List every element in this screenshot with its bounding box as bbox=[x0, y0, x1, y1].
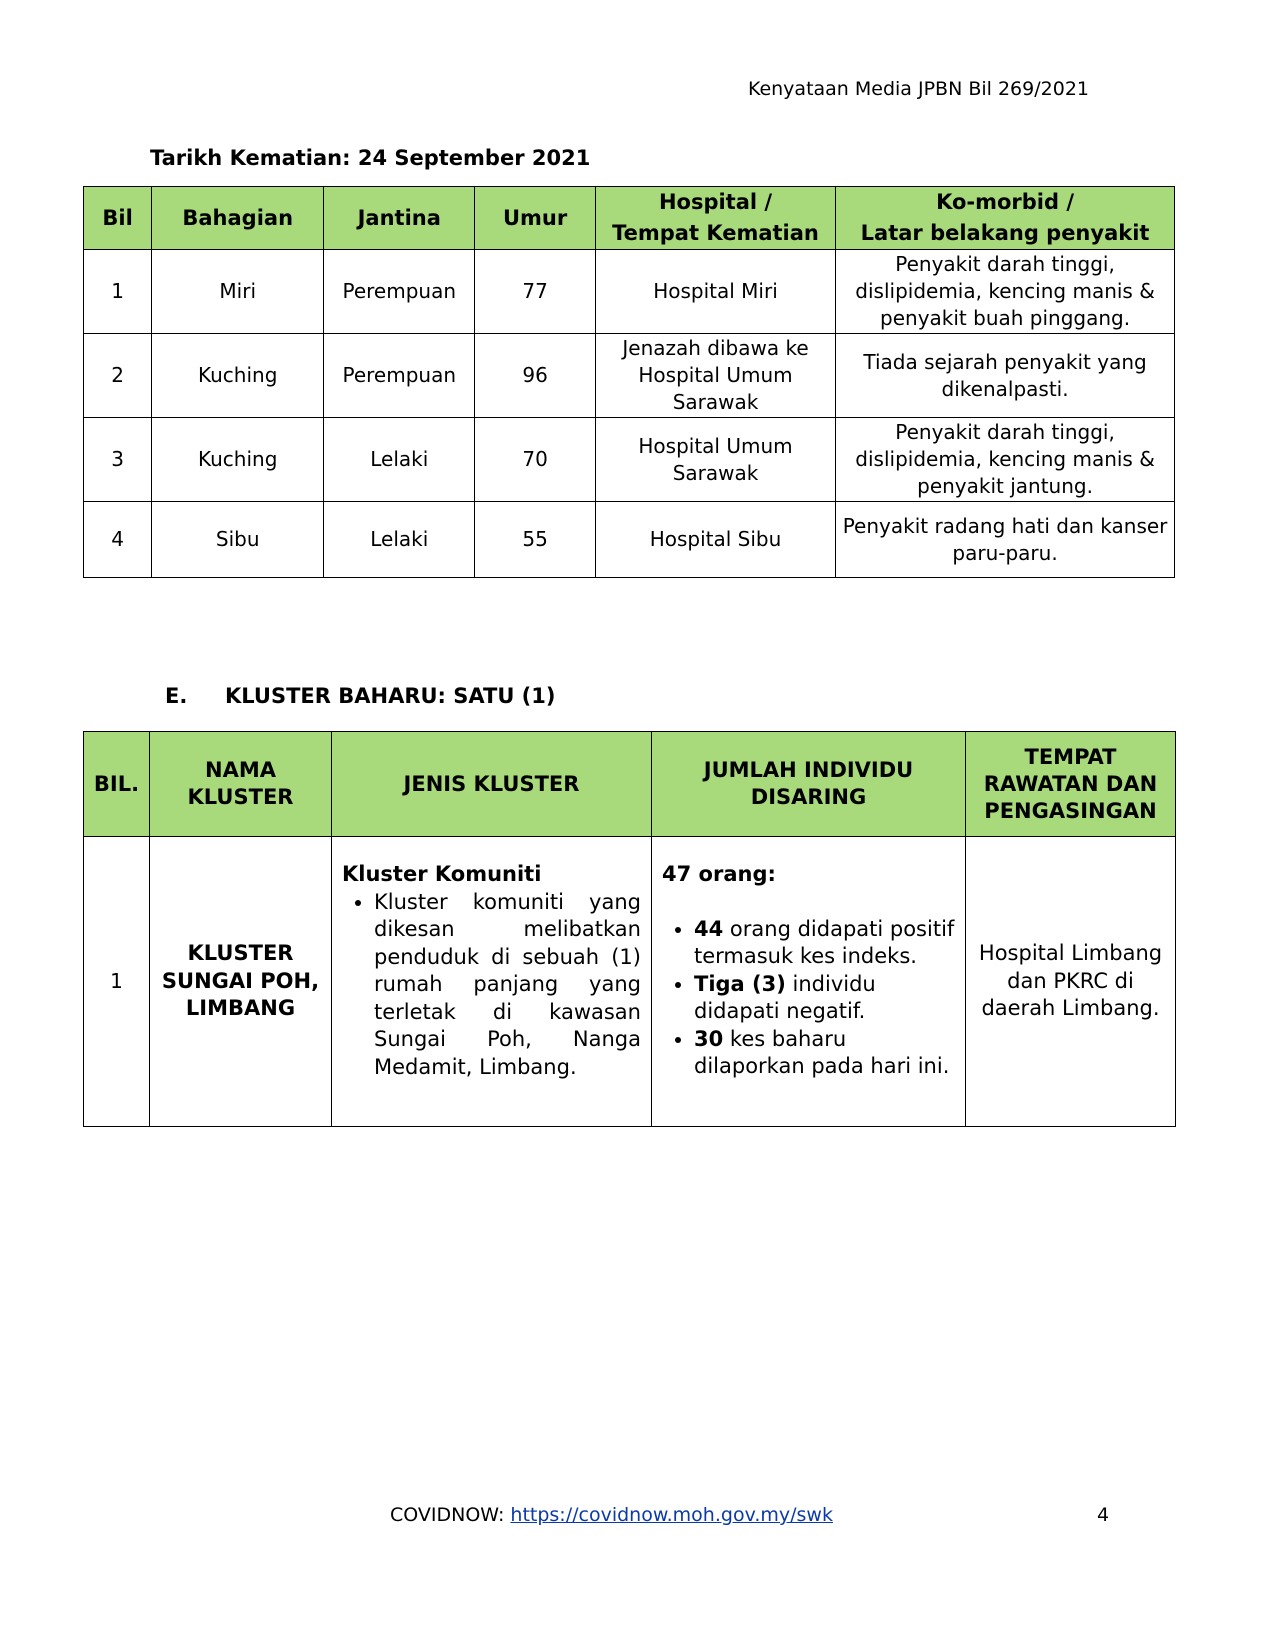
cell-bil: 1 bbox=[84, 837, 150, 1127]
cell-bil: 1 bbox=[84, 250, 152, 334]
cell-hospital: Hospital Sibu bbox=[595, 502, 835, 578]
deaths-date-title: Tarikh Kematian: 24 September 2021 bbox=[150, 146, 591, 170]
bullet-bold: Tiga (3) bbox=[694, 971, 786, 996]
col-hospital bbox=[595, 187, 835, 250]
covidnow-link[interactable]: https://covidnow.moh.gov.my/swk bbox=[510, 1504, 833, 1526]
cell-bil: 2 bbox=[84, 334, 152, 418]
document-reference: Kenyataan Media JPBN Bil 269/2021 bbox=[747, 78, 1089, 100]
cell-komorbid: Penyakit radang hati dan kanser paru-paru. bbox=[836, 502, 1175, 578]
col-komorbid bbox=[836, 187, 1175, 250]
cell-komorbid: Tiada sejarah penyakit yang dikenalpasti. bbox=[836, 334, 1175, 418]
col-bahagian: Bahagian bbox=[152, 187, 324, 250]
covidnow-line bbox=[390, 1504, 833, 1526]
table-row bbox=[84, 837, 1176, 1127]
cell-bahagian: Kuching bbox=[152, 418, 324, 502]
col-umur: Umur bbox=[475, 187, 596, 250]
cell-bil: 4 bbox=[84, 502, 152, 578]
deaths-header-row bbox=[84, 187, 1175, 250]
jumlah-title: 47 orang: bbox=[662, 862, 776, 886]
cell-umur: 96 bbox=[475, 334, 596, 418]
cell-umur: 77 bbox=[475, 250, 596, 334]
cluster-header-row bbox=[84, 732, 1176, 837]
col-komorbid-line1: Ko-morbid / bbox=[936, 190, 1075, 214]
table-row bbox=[84, 502, 1175, 578]
table-row bbox=[84, 418, 1175, 502]
bullet-bold: 30 bbox=[694, 1026, 724, 1051]
covidnow-label: COVIDNOW: bbox=[390, 1504, 511, 1526]
cell-jantina: Lelaki bbox=[324, 502, 475, 578]
cluster-table bbox=[83, 731, 1176, 1127]
col-hospital-line2: Tempat Kematian bbox=[612, 221, 819, 245]
list-item: • Kluster komuniti yang dikesan melibatkan penduduk di sebuah (1) rumah panjang yang terletak di kawasan Sungai Poh, Nanga Medamit, Limbang. bbox=[374, 889, 641, 1082]
cell-bahagian: Kuching bbox=[152, 334, 324, 418]
bullet-text: orang didapati positif termasuk kes indeks. bbox=[694, 916, 955, 968]
section-e-heading bbox=[165, 684, 556, 708]
col-bil: Bil bbox=[84, 187, 152, 250]
col-jantina: Jantina bbox=[324, 187, 475, 250]
jenis-title: Kluster Komuniti bbox=[342, 862, 542, 886]
bullet-text: kes baharu dilaporkan pada hari ini. bbox=[694, 1026, 950, 1078]
cell-jumlah bbox=[652, 837, 966, 1127]
cell-nama: KLUSTER SUNGAI POH, LIMBANG bbox=[150, 837, 332, 1127]
table-row bbox=[84, 250, 1175, 334]
page-number: 4 bbox=[1097, 1504, 1110, 1526]
cell-jantina: Perempuan bbox=[324, 250, 475, 334]
cell-jantina: Perempuan bbox=[324, 334, 475, 418]
cell-umur: 70 bbox=[475, 418, 596, 502]
cell-hospital: Hospital Miri bbox=[595, 250, 835, 334]
col-tempat: TEMPAT RAWATAN DAN PENGASINGAN bbox=[966, 732, 1176, 837]
deaths-table bbox=[83, 186, 1175, 578]
cell-bahagian: Miri bbox=[152, 250, 324, 334]
cell-jenis bbox=[332, 837, 652, 1127]
list-item bbox=[694, 916, 955, 971]
col-nama: NAMA KLUSTER bbox=[150, 732, 332, 837]
col-komorbid-line2: Latar belakang penyakit bbox=[860, 221, 1150, 245]
col-bil: BIL. bbox=[84, 732, 150, 837]
cell-tempat: Hospital Limbang dan PKRC di daerah Limbang. bbox=[966, 837, 1176, 1127]
col-jumlah: JUMLAH INDIVIDU DISARING bbox=[652, 732, 966, 837]
jenis-list bbox=[342, 889, 641, 1082]
section-letter: E. bbox=[165, 684, 188, 708]
table-row bbox=[84, 334, 1175, 418]
cell-hospital: Hospital Umum Sarawak bbox=[595, 418, 835, 502]
list-item bbox=[694, 971, 955, 1026]
section-title: KLUSTER BAHARU: SATU (1) bbox=[225, 684, 556, 708]
jumlah-list bbox=[662, 916, 955, 1081]
col-jenis: JENIS KLUSTER bbox=[332, 732, 652, 837]
cell-jantina: Lelaki bbox=[324, 418, 475, 502]
cell-komorbid: Penyakit darah tinggi, dislipidemia, kencing manis & penyakit buah pinggang. bbox=[836, 250, 1175, 334]
cell-komorbid: Penyakit darah tinggi, dislipidemia, kencing manis & penyakit jantung. bbox=[836, 418, 1175, 502]
cell-bahagian: Sibu bbox=[152, 502, 324, 578]
cell-hospital: Jenazah dibawa ke Hospital Umum Sarawak bbox=[595, 334, 835, 418]
bullet-bold: 44 bbox=[694, 916, 724, 941]
bullet-text: individu didapati negatif. bbox=[694, 971, 876, 1023]
cell-umur: 55 bbox=[475, 502, 596, 578]
col-hospital-line1: Hospital / bbox=[658, 190, 773, 214]
list-item bbox=[694, 1026, 955, 1081]
cell-bil: 3 bbox=[84, 418, 152, 502]
